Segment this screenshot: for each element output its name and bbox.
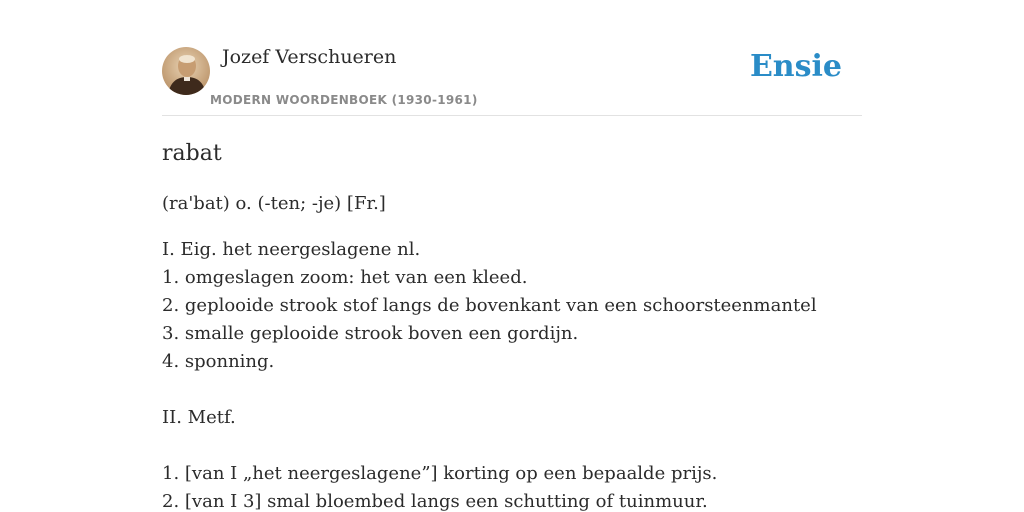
author-name[interactable]: Jozef Verschueren — [222, 46, 397, 68]
definition-line: 4. sponning. — [162, 351, 275, 372]
entry-grammar: (ra'bat) o. (-ten; -je) [Fr.] — [162, 193, 386, 214]
definition-line: I. Eig. het neergeslagene nl. — [162, 239, 421, 260]
author-avatar[interactable] — [162, 47, 210, 95]
entry-definition — [162, 236, 862, 512]
source-name[interactable]: MODERN WOORDENBOEK (1930-1961) — [210, 93, 478, 107]
entry-content — [162, 138, 862, 512]
entry-title: rabat — [162, 141, 222, 166]
definition-line: II. Metf. — [162, 407, 236, 428]
entry-header — [162, 46, 862, 116]
definition-line: 1. [van I „het neergeslagene”] korting op een bepaalde prijs. — [162, 463, 718, 484]
definition-line: 3. smalle geplooide strook boven een gordijn. — [162, 323, 579, 344]
brand-logo[interactable]: Ensie — [749, 49, 842, 84]
definition-line: 1. omgeslagen zoom: het van een kleed. — [162, 267, 528, 288]
portrait-photo-icon — [162, 47, 210, 95]
definition-line: 2. geplooide strook stof langs de bovenkant van een schoorsteenmantel — [162, 295, 817, 316]
definition-line — [162, 432, 862, 460]
definition-line: 2. [van I 3] smal bloembed langs een schutting of tuinmuur. — [162, 491, 708, 512]
definition-line — [162, 376, 862, 404]
